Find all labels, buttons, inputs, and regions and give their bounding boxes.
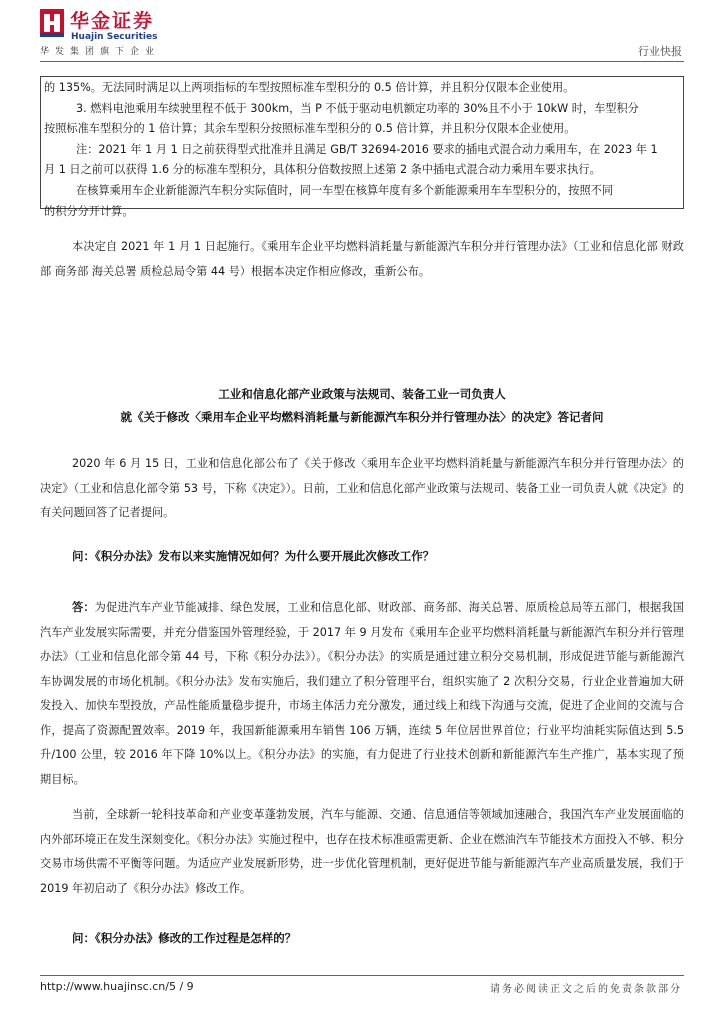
answer-1-paragraph [40, 596, 684, 792]
huajin-logo-icon [40, 9, 64, 37]
question-2: 问：《积分办法》修改的工作过程是怎样的？ [72, 931, 297, 945]
logo-english-name: Huajin Securities [71, 32, 158, 42]
excerpt-line: 在核算乘用车企业新能源汽车积分实际值时，同一车型在核算年度有多个新能源乘用车车型积分的，按照不同 [76, 183, 614, 197]
footer-url-page: http://www.huajinsc.cn/5 / 9 [40, 980, 194, 993]
excerpt-box [40, 76, 684, 218]
excerpt-line: 注：2021 年 1 月 1 日之前获得型式批准并且满足 GB/T 32694-2016 要求的插电式混合动力乘用车，在 2023 年 1 [76, 142, 658, 156]
excerpt-line: 按照标准车型积分的 1 倍计算；其余车型积分按照标准车型积分的 0.5 倍计算，并且积分仅限本企业使用。 [44, 122, 576, 136]
intro-paragraph: 2020 年 6 月 15 日，工业和信息化部公布了《关于修改〈乘用车企业平均燃料消耗量与新能源汽车积分并行管理办法〉的决定》（工业和信息化部令第 53 号，下称《决定》）。日前，工业和信息化部产业政策与法规司、装备工业一司负责人就《决定》的有关问题回答了记者提问。 [40, 457, 684, 519]
document-type: 行业快报 [638, 45, 682, 58]
excerpt-line: 月 1 日之前可以获得 1.6 分的标准车型积分，具体积分倍数按照上述第 2 条中插电式混合动力乘用车要求执行。 [44, 163, 601, 177]
answer-label: 答： [72, 601, 95, 614]
article-title-line-1: 工业和信息化部产业政策与法规司、装备工业一司负责人 [218, 387, 506, 401]
excerpt-line: 3. 燃料电池乘用车续驶里程不低于 300km，当 P 不低于驱动电机额定功率的 30%且不小于 10kW 时，车型积分 [76, 101, 639, 115]
article-title-line-2: 就《关于修改〈乘用车企业平均燃料消耗量与新能源汽车积分并行管理办法〉的决定》答记者问 [120, 410, 604, 424]
excerpt-line: 的积分分开计算。 [44, 204, 134, 218]
header-divider [40, 61, 684, 62]
answer-1-paragraph-2: 当前，全球新一轮科技革命和产业变革蓬勃发展，汽车与能源、交通、信息通信等领域加速融合，我国汽车产业发展面临的内外部环境正在发生深刻变化。《积分办法》实施过程中，也存在技术标准亟需更新、企业在燃油汽车节能技术方面投入不够、积分交易市场供需不平衡等问题。为适应产业发展新形势，进一步优化管理机制，更好促进节能与新能源汽车产业高质量发展，我们于 2019 年初启动了《积分办法》修改工作。 [40, 808, 684, 895]
footer-divider [40, 975, 684, 976]
question-1: 问：《积分办法》发布以来实施情况如何？为什么要开展此次修改工作？ [72, 549, 435, 563]
group-affiliation: 华发集团旗下企业 [40, 47, 161, 57]
footer-disclaimer: 请务必阅读正文之后的免责条款部分 [490, 984, 682, 995]
excerpt-line: 的 135%。无法同时满足以上两项指标的车型按照标准车型积分的 0.5 倍计算，并且积分仅限本企业使用。 [44, 81, 575, 94]
logo-chinese-name: 华金证券 [70, 10, 155, 32]
answer-1-text: 为促进汽车产业节能减排、绿色发展，工业和信息化部、财政部、商务部、海关总署、原质检总局等五部门，根据我国汽车产业发展实际需要，并充分借鉴国外管理经验，于 2017 年 9 月发布《乘用车企业平均燃料消耗量与新能源汽车积分并行管理办法》（工业和信息化部令第 44 号，下称《积分办法》）。《积分办法》的实质是通过建立积分交易机制，形成促进节能与新能源汽车协调发展的市场化机制。《积分办法》发布实施后，我们建立了积分管理平台，组织实施了 2 次积分交易，行业企业普遍加大研发投入、加快车型投放，产品性能质量稳步提升，市场主体活力充分激发，通过线上和线下沟通与交流，促进了企业间的交流与合作，提高了资源配置效率。2019 年，我国新能源乘用车销售 106 万辆，连续 5 年位居世界首位；行业平均油耗实际值达到 5.5 升/100 公里，较 2016 年下降 10%以上。《积分办法》的实施，有力促进了行业技术创新和新能源汽车生产推广，基本实现了预期目标。 [40, 601, 684, 786]
effective-date-paragraph: 本决定自 2021 年 1 月 1 日起施行。《乘用车企业平均燃料消耗量与新能源汽车积分并行管理办法》（工业和信息化部 财政部 商务部 海关总署 质检总局令第 44 号）根据本决定作相应修改，重新公布。 [40, 240, 684, 278]
